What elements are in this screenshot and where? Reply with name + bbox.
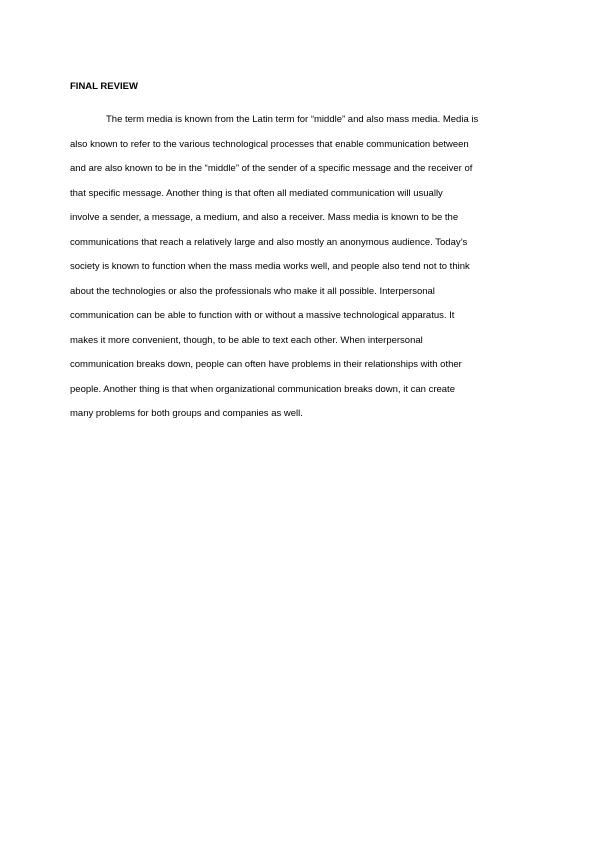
document-heading: FINAL REVIEW (70, 81, 138, 92)
paragraph-line: and are also known to be in the “middle” of the sender of a specific message and the receiver of (70, 163, 473, 174)
paragraph-line: communication breaks down, people can often have problems in their relationships with other (70, 359, 462, 370)
paragraph-line: makes it more convenient, though, to be able to text each other. When interpersonal (70, 334, 423, 346)
paragraph-line: people. Another thing is that when organizational communication breaks down, it can create (70, 383, 455, 395)
paragraph-line: that specific message. Another thing is that often all mediated communication will usually (70, 187, 443, 199)
paragraph-line: many problems for both groups and companies as well. (70, 408, 303, 419)
paragraph-line: The term media is known from the Latin term for “middle” and also mass media. Media is (106, 114, 479, 125)
body-paragraph (70, 108, 528, 427)
paragraph-line: society is known to function when the mass media works well, and people also tend not to think (70, 261, 470, 272)
paragraph-line: involve a sender, a message, a medium, and also a receiver. Mass media is known to be the (70, 212, 459, 223)
paragraph-line: about the technologies or also the professionals who make it all possible. Interpersonal (70, 285, 435, 297)
paragraph-line: communication can be able to function with or without a massive technological apparatus. It (70, 310, 455, 321)
paragraph-line: communications that reach a relatively large and also mostly an anonymous audience. Today’s (70, 236, 468, 248)
paragraph-line: also known to refer to the various technological processes that enable communication between (70, 138, 469, 150)
